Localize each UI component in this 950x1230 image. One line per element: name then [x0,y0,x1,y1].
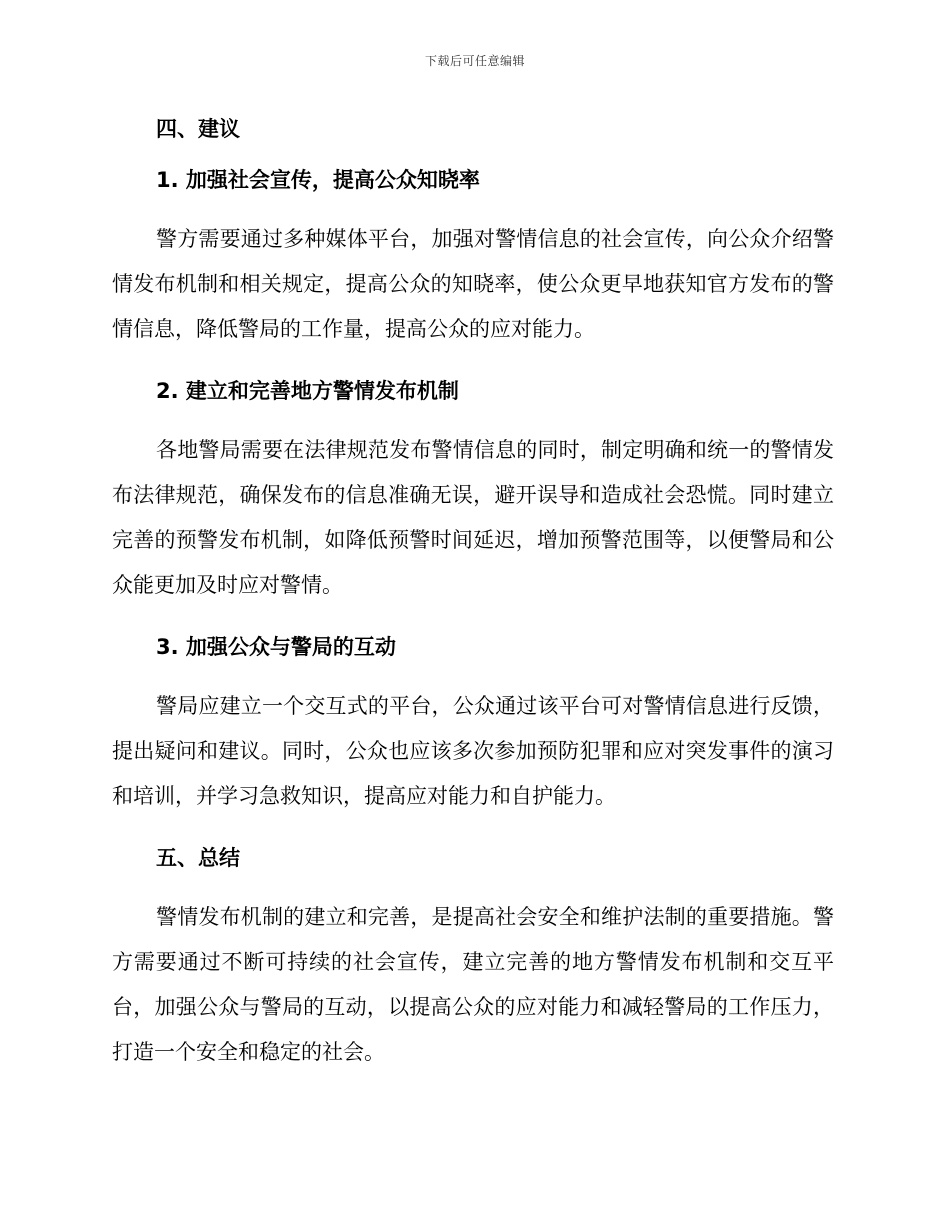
paragraph-summary: 警情发布机制的建立和完善，是提高社会安全和维护法制的重要措施。警方需要通过不断可持续的社会宣传，建立完善的地方警情发布机制和交互平台，加强公众与警局的互动，以提高公众的应对能力和减轻警局的工作压力，打造一个安全和稳定的社会。 [112,905,834,1064]
paragraph-2: 各地警局需要在法律规范发布警情信息的同时，制定明确和统一的警情发布法律规范，确保发布的信息准确无误，避开误导和造成社会恐慌。同时建立完善的预警发布机制，如降低预警时间延迟，增加预警范围等，以便警局和公众能更加及时应对警情。 [112,438,834,597]
page-header-note: 下载后可任意编辑 [424,54,525,68]
paragraph-1: 警方需要通过多种媒体平台，加强对警情信息的社会宣传，向公众介绍警情发布机制和相关规定，提高公众的知晓率，使公众更早地获知官方发布的警情信息，降低警局的工作量，提高公众的应对能力。 [112,227,834,341]
paragraph-3: 警局应建立一个交互式的平台，公众通过该平台可对警情信息进行反馈，提出疑问和建议。同时，公众也应该多次参加预防犯罪和应对突发事件的演习和培训，并学习急救知识，提高应对能力和自护能力。 [112,694,834,808]
subheading-3: 3. 加强公众与警局的互动 [156,635,396,659]
document-body [112,112,834,1097]
subheading-1: 1. 加强社会宣传，提高公众知晓率 [156,168,480,192]
subheading-2: 2. 建立和完善地方警情发布机制 [156,379,459,403]
section-5-title: 五、总结 [156,846,240,870]
section-4-title: 四、建议 [156,117,240,141]
